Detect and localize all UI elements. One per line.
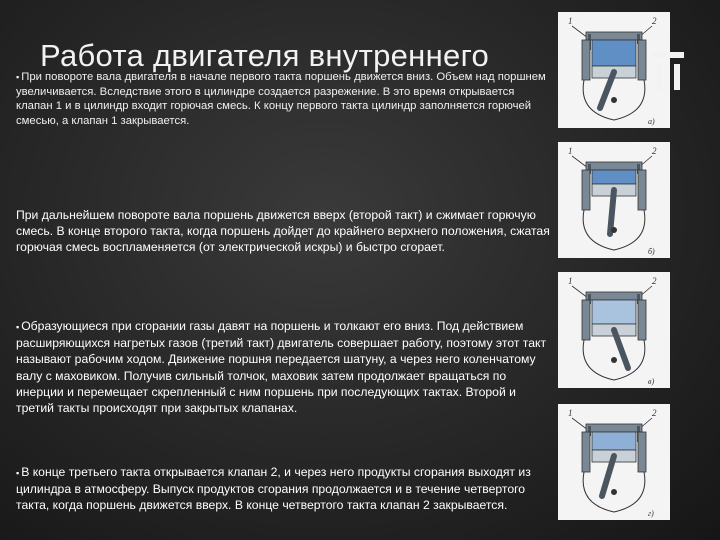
diagram-caption: г) [648, 509, 654, 518]
diagram-caption: а) [648, 117, 655, 126]
engine-diagram-power [558, 272, 670, 388]
valve-label-1: 1 [568, 408, 573, 418]
paragraph-text: При повороте вала двигателя в начале первого такта поршень движется вниз. Объем над поршнем увеличивается. Вследствие этого в цилиндре создается разрежение. В это время открывается клапан 1 и в цилиндр входит горючая смесь. К концу первого такта цилиндр заполняется горючей смесью, а клапан 1 закрывается. [16, 71, 546, 127]
paragraph-power-stroke [16, 318, 554, 416]
valve-label-2: 2 [652, 408, 657, 418]
valve-label-2: 2 [652, 16, 657, 26]
bullet-marker: ▪ [16, 468, 20, 478]
engine-diagram-exhaust [558, 404, 670, 520]
bullet-marker: ▪ [16, 72, 20, 82]
engine-diagram-compression [558, 142, 670, 258]
valve-label-2: 2 [652, 276, 657, 286]
paragraph-intake-stroke [16, 70, 554, 128]
diagram-caption: в) [648, 377, 655, 386]
paragraph-compression-stroke [16, 207, 554, 256]
paragraph-exhaust-stroke [16, 464, 554, 514]
slide-title: Работа двигателя внутреннего [40, 38, 490, 73]
paragraph-text: При дальнейшем повороте вала поршень движется вверх (второй такт) и сжимает горючую смесь. В конце второго такта, когда поршень дойдет до крайнего верхнего положения, сжатая горючая смесь воспламеняется (от электрической искры) и быстро сгорает. [16, 208, 550, 255]
valve-label-1: 1 [568, 16, 573, 26]
decorative-corner-mark [650, 46, 686, 92]
valve-label-1: 1 [568, 146, 573, 156]
bullet-marker: ▪ [16, 322, 20, 332]
diagram-caption: б) [648, 247, 655, 256]
valve-label-2: 2 [652, 146, 657, 156]
paragraph-text: Образующиеся при сгорании газы давят на поршень и толкают его вниз. Под действием расширяющихся нагретых газов (третий такт) двигатель совершает работу, поэтому этот такт называют рабочим ходом. Движение поршня передается шатуну, а через него коленчатому валу с маховиком. Получив сильный толчок, маховик затем продолжает вращаться по инерции и перемещает скрепленный с ним поршень при последующих тактах. Второй и третий такты происходят при закрытых клапанах. [16, 319, 547, 416]
valve-label-1: 1 [568, 276, 573, 286]
paragraph-text: В конце третьего такта открывается клапан 2, и через него продукты сгорания выходят из цилиндра в атмосферу. Выпуск продуктов сгорания продолжается и в течение четвертого такта, когда поршень движется вверх. В конце четвертого такта клапан 2 закрывается. [16, 465, 531, 513]
